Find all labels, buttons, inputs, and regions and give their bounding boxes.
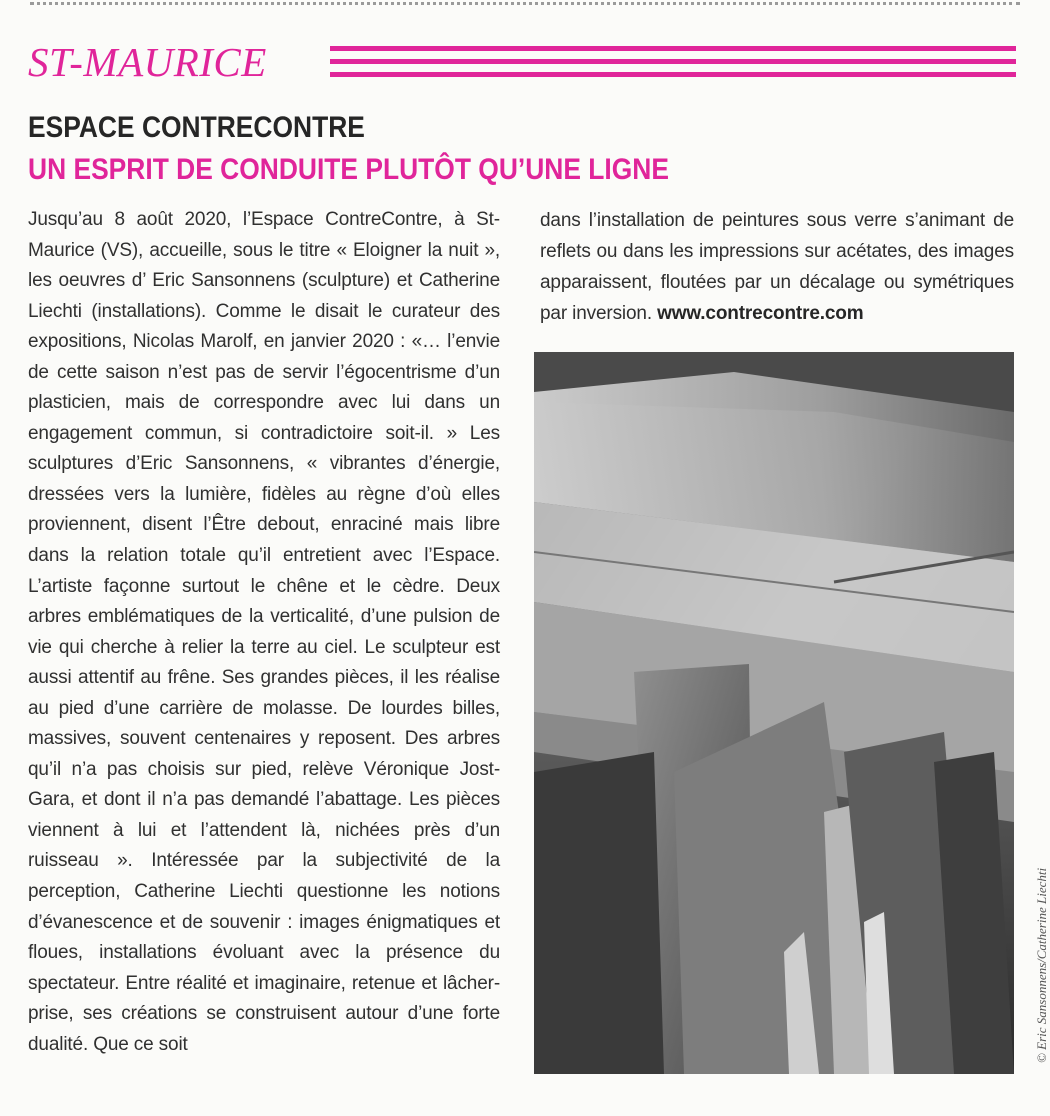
rule-line (330, 46, 1016, 51)
rule-line (330, 72, 1016, 77)
venue-heading: ESPACE CONTRECONTRE (28, 111, 365, 144)
article-body-right-text: dans l’installation de peintures sous verre s’animant de reflets ou dans les impressions sur acétates, des images apparaissent, floutées par un décalage ou symétriques par inversion. (540, 210, 1014, 324)
top-dotted-rule (30, 2, 1020, 9)
article-body-left-column: Jusqu’au 8 août 2020, l’Espace ContreContre, à St-Maurice (VS), accueille, sous le titre « Eloigner la nuit », les oeuvres d’ Eric Sansonnens (sculpture) et Catherine Liechti (installations). Comme le disait le curateur des expositions, Nicolas Marolf, en janvier 2020 : «… l’envie de cette saison n’est pas de servir l’égocentrisme d’un plasticien, mais de correspondre avec lui dans un engagement commun, si contradictoire soit-il. » Les sculptures d’Eric Sansonnens, « vibrantes d’énergie, dressées vers la lumière, fidèles au règne d’où elles proviennent, disent l’Être debout, enraciné mais libre dans la relation totale qu’il entretient avec l’Espace. L’artiste façonne surtout le chêne et le cèdre. Deux arbres emblématiques de la verticalité, d’une pulsion de vie qui cherche à relier la terre au ciel. Le sculpteur est aussi attentif au frêne. Ses grandes pièces, il les réalise au pied d’une carrière de molasse. De lourdes billes, massives, souvent centenaires y reposent. Des arbres qu’il n’a pas choisis sur pied, relève Véronique Jost-Gara, et dont il n’a pas demandé l’abattage. Les pièces viennent à lui et l’attendent là, nichées près d’un ruisseau ». Intéressée par la subjectivité de la perception, Catherine Liechti questionne les notions d’évanescence et de souvenir : images énigmatiques et floues, installations évoluant avec la présence du spectateur. Entre réalité et imaginaire, retenue et lâcher-prise, ses créations se construisent autour d’une forte dualité. Que ce soit (28, 209, 500, 1055)
photo-credit: © Eric Sansonnens/Catherine Liechti (1034, 867, 1049, 1063)
article-body-right-column (540, 205, 1014, 329)
article-headline: UN ESPRIT DE CONDUITE PLUTÔT QU’UNE LIGNE (28, 153, 669, 186)
rule-line (330, 59, 1016, 64)
section-title-rules (330, 46, 1016, 85)
section-title: ST-MAURICE (28, 39, 267, 85)
artwork-photo (534, 352, 1014, 1074)
website-link[interactable]: www.contrecontre.com (657, 303, 864, 324)
artwork-photo-graphic (534, 352, 1014, 1074)
